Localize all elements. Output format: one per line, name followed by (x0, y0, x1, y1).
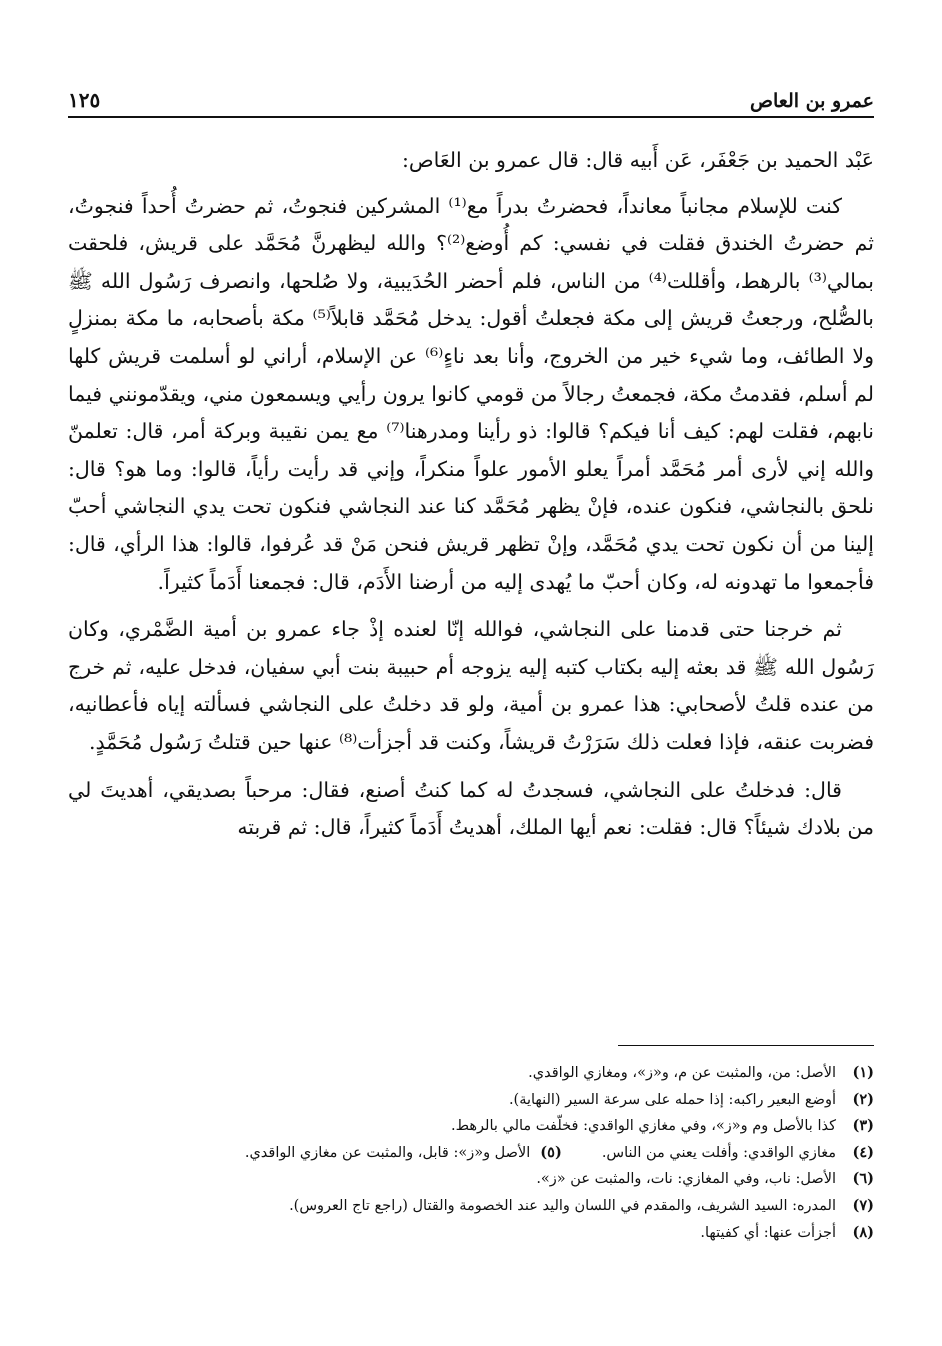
footnote (68, 1113, 874, 1140)
running-title: عمرو بن العاص (750, 90, 874, 112)
page-number: ١٢٥ (68, 88, 101, 112)
footnote-number: (٣) (852, 1117, 874, 1135)
footnote-number: (١) (852, 1064, 874, 1081)
footnote (68, 1193, 874, 1220)
footnote-number: (٧) (852, 1196, 874, 1214)
paragraph-intro: عَبْد الحميد بن جَعْفَر، عَن أَبيه قال: قال عمرو بن العَاص: (401, 148, 874, 172)
paragraph: قال: فدخلتُ على النجاشي، فسجدتُ له كما كنتُ أصنع، فقال: مرحباً بصديقي، أهديتَ لي من بلادك شيئاً؟ قال: فقلت: نعم أيها الملك، أهديتُ أَدَماً كثيراً، قال: ثم قربته (68, 777, 874, 840)
footnote (68, 1060, 874, 1087)
main-text (68, 142, 874, 847)
footnote (68, 1166, 874, 1193)
footnote-number: (٦) (852, 1170, 874, 1188)
footnote-number: (٥) (540, 1143, 562, 1161)
footnote (68, 1220, 874, 1247)
footnote-text: أجزأت عنها: أي كفيتها. (700, 1224, 836, 1241)
paragraph: ثم خرجنا حتى قدمنا على النجاشي، فوالله إنّا لعنده إذْ جاء عمرو بن أمية الضَّمْري، وكان رَسُول الله ﷺ قد بعثه إليه بكتاب كتبه إليه يزوجه أم حبيبة بنت أبي سفيان، فدخل عليه، ثم خرج من عنده قلتُ لأصحابي: هذا عمرو بن أمية، ولو قد دخلتُ على النجاشي فسألته إياه فأعطانيه، فضربت عنقه، فإذا فعلت ذلك سَرَرْتُ قريشاً، وكنت قد أجزأت⁽⁸⁾ عنها حين قتلتُ رَسُول مُحَمَّدٍ. (68, 617, 874, 754)
footnote-text: الأصل و«ز»: قابل، والمثبت عن مغازي الواقدي. (244, 1144, 531, 1161)
footnotes (68, 1060, 874, 1246)
footnote-text: الأصل: من، والمثبت عن م، و«ز»، ومغازي الواقدي. (528, 1065, 836, 1081)
footnote-separator (618, 1045, 874, 1046)
footnote-text: كذا بالأصل وم و«ز»، وفي مغازي الواقدي: فخلّفت مالي بالرهط. (451, 1118, 836, 1135)
footnote (68, 1087, 874, 1114)
footnote (68, 1140, 874, 1167)
footnote-text: أوضع البعير راكبه: إذا حمله على سرعة السير (النهاية). (508, 1091, 836, 1108)
footnote-text: المدره: السيد الشريف، والمقدم في اللسان واليد عند الخصومة والقتال (راجع تاج العروس). (289, 1197, 836, 1214)
footnote-text: الأصل: ناب، وفي المغازي: نات، والمثبت عن «ز». (536, 1171, 836, 1188)
paragraph: كنت للإسلام مجانباً معانداً، فحضرتُ بدراً مع⁽¹⁾ المشركين فنجوتُ، ثم حضرتُ أُحداً فنجوتُ، ثم حضرتُ الخندق فقلت في نفسي: كم أُوضع⁽²⁾؟ والله ليظهرنَّ مُحَمَّد على قريش، فلحقت بمالي⁽³⁾ بالرهط، وأقللت⁽⁴⁾ من الناس، فلم أحضر الحُدَيبية، ولا صُلحها، وانصرف رَسُول الله ﷺ بالصُّلح، ورجعتُ قريش إلى مكة فجعلتُ أقول: يدخل مُحَمَّد قابلاً⁽⁵⁾ مكة بأصحابه، ما مكة بمنزلٍ ولا الطائف، وما شيء خير من الخروج، وأنا بعد ناءٍ⁽⁶⁾ عن الإسلام، أراني لو أسلمت قريش كلها لم أسلم، فقدمتُ مكة، فجمعتُ رجالاً من قومي كانوا يرون رأيي ويسمعون مني، ويقدّمونني فيما نابهم، فقلت لهم: كيف أنا فيكم؟ قالوا: ذو رأينا ومدرهنا⁽⁷⁾ مع يمن نقيبة وبركة أمر، قال: تعلمنّ والله إني لأرى أمر مُحَمَّد أمراً يعلو الأمور علواً منكراً، وإني قد رأيت رأياً، قالوا: وما هو؟ قال: نلحق بالنجاشي، فنكون عنده، فإنْ يظهر مُحَمَّد كنا عند النجاشي فنكون تحت يدي النجاشي أحبّ إلينا من أن نكون تحت يدي مُحَمَّد، وإنْ تظهر قريش فنحن مَنْ قد عُرفوا، قالوا: هذا الرأي، قال: فأجمعوا ما تهدونه له، وكان أحبّ ما يُهدى إليه من أرضنا الأَدَم، قال: فجمعنا أَدَماً كثيراً. (68, 193, 875, 594)
footnote-text: مغازي الواقدي: وأفلت يعني من الناس. (601, 1144, 836, 1161)
page-header (68, 80, 874, 118)
footnote-number: (٢) (852, 1090, 874, 1108)
footnote-number: (٨) (852, 1223, 874, 1241)
footnote-number: (٤) (852, 1143, 874, 1161)
